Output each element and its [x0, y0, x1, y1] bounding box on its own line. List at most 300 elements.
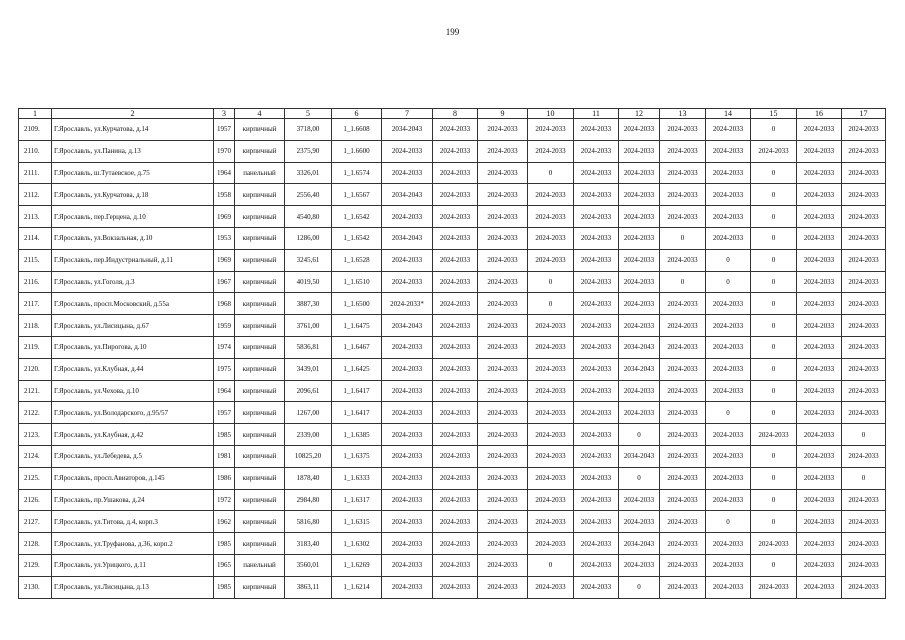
table-cell: 2024-2033 [433, 511, 478, 533]
table-cell: 2034-2043 [619, 336, 660, 358]
table-cell: 2024-2033 [433, 533, 478, 555]
table-cell: 1_1.6417 [332, 380, 382, 402]
table-cell: 2024-2033 [842, 402, 886, 424]
table-cell: 2024-2033 [797, 184, 842, 206]
table-cell: 2024-2033 [619, 206, 660, 228]
table-row [19, 293, 886, 315]
table-cell: 2024-2033 [433, 184, 478, 206]
table-cell: кирпичный [235, 293, 285, 315]
table-cell: 3439,01 [285, 358, 332, 380]
table-row [19, 119, 886, 141]
column-header-4: 4 [235, 109, 285, 119]
table-cell: 1986 [214, 467, 235, 489]
table-cell: кирпичный [235, 184, 285, 206]
row-number-cell: 2115. [19, 249, 52, 271]
table-cell: 2024-2033 [660, 576, 706, 598]
table-cell: 1970 [214, 140, 235, 162]
table-cell: 2556,40 [285, 184, 332, 206]
table-cell: 1968 [214, 293, 235, 315]
table-cell: 2024-2033 [528, 402, 574, 424]
table-cell: 2034-2043 [382, 119, 433, 141]
table-cell: 2024-2033 [619, 162, 660, 184]
table-row [19, 489, 886, 511]
table-cell: 0 [751, 119, 797, 141]
table-cell: 2024-2033 [478, 271, 528, 293]
table-cell: 2024-2033 [619, 227, 660, 249]
table-cell: кирпичный [235, 249, 285, 271]
table-cell: 2024-2033 [751, 576, 797, 598]
table-cell: 2024-2033 [382, 402, 433, 424]
table-cell: 2024-2033 [842, 358, 886, 380]
table-cell: 2024-2033 [797, 119, 842, 141]
table-cell: 1_1.6500 [332, 293, 382, 315]
table-cell: 1_1.6467 [332, 336, 382, 358]
table-cell: 2024-2033 [751, 140, 797, 162]
address-cell: Г.Ярославль, ул.Панина, д.13 [52, 140, 214, 162]
table-cell: 2024-2033 [433, 380, 478, 402]
column-header-2: 2 [52, 109, 214, 119]
table-cell: кирпичный [235, 489, 285, 511]
table-cell: 1969 [214, 206, 235, 228]
table-cell: 1969 [214, 249, 235, 271]
table-cell: 2024-2033 [842, 489, 886, 511]
table-cell: кирпичный [235, 358, 285, 380]
table-cell: 2024-2033 [660, 315, 706, 337]
table-cell: 2024-2033 [706, 206, 751, 228]
column-header-8: 8 [433, 109, 478, 119]
column-header-3: 3 [214, 109, 235, 119]
table-cell: 0 [751, 380, 797, 402]
table-cell: 2024-2033 [478, 336, 528, 358]
table-cell: 2024-2033 [433, 554, 478, 576]
row-number-cell: 2110. [19, 140, 52, 162]
table-cell: 2024-2033 [528, 358, 574, 380]
table-cell: 2024-2033 [382, 358, 433, 380]
table-cell: 2024-2033 [478, 293, 528, 315]
table-cell: 1958 [214, 184, 235, 206]
table-cell: 2024-2033 [619, 489, 660, 511]
row-number-cell: 2130. [19, 576, 52, 598]
column-header-10: 10 [528, 109, 574, 119]
table-cell: 3326,01 [285, 162, 332, 184]
table-cell: 2024-2033 [574, 467, 619, 489]
table-cell: 1_1.6214 [332, 576, 382, 598]
table-row [19, 424, 886, 446]
table-cell: 2034-2043 [382, 227, 433, 249]
table-cell: 2024-2033 [751, 533, 797, 555]
table-cell: 2024-2033 [478, 511, 528, 533]
table-cell: 0 [706, 271, 751, 293]
table-cell: 2024-2033 [574, 119, 619, 141]
table-cell: 1985 [214, 424, 235, 446]
table-cell: 2024-2033 [433, 489, 478, 511]
address-cell: Г.Ярославль, пр.Ушакова, д.24 [52, 489, 214, 511]
table-cell: 2024-2033 [574, 358, 619, 380]
row-number-cell: 2118. [19, 315, 52, 337]
table-row [19, 533, 886, 555]
table-cell: кирпичный [235, 402, 285, 424]
table-cell: 0 [619, 467, 660, 489]
table-cell: 2024-2033 [797, 511, 842, 533]
table-cell: 0 [660, 227, 706, 249]
table-cell: кирпичный [235, 336, 285, 358]
table-cell: 1_1.6269 [332, 554, 382, 576]
table-cell: 2024-2033 [660, 489, 706, 511]
table-cell: 2024-2033 [797, 533, 842, 555]
table-cell: 0 [528, 162, 574, 184]
table-cell: 2024-2033 [382, 271, 433, 293]
address-cell: Г.Ярославль, ул.Титова, д.4, корп.3 [52, 511, 214, 533]
table-cell: 1985 [214, 533, 235, 555]
table-cell: 1_1.6302 [332, 533, 382, 555]
table-cell: 4540,80 [285, 206, 332, 228]
table-cell: 0 [751, 489, 797, 511]
table-cell: 2024-2033 [528, 140, 574, 162]
table-row [19, 380, 886, 402]
table-cell: 1_1.6600 [332, 140, 382, 162]
table-cell: 3560,01 [285, 554, 332, 576]
table-row [19, 227, 886, 249]
table-cell: 2024-2033 [842, 554, 886, 576]
table-cell: 2024-2033 [797, 489, 842, 511]
table-cell: 2024-2033 [382, 162, 433, 184]
column-header-15: 15 [751, 109, 797, 119]
column-header-1: 1 [19, 109, 52, 119]
column-header-5: 5 [285, 109, 332, 119]
table-cell: 2024-2033 [619, 315, 660, 337]
table-cell: 2024-2033 [797, 576, 842, 598]
row-number-cell: 2111. [19, 162, 52, 184]
table-cell: 2024-2033 [528, 119, 574, 141]
table-row [19, 184, 886, 206]
table-cell: кирпичный [235, 206, 285, 228]
table-cell: 2024-2033 [660, 358, 706, 380]
table-cell: 2024-2033 [751, 424, 797, 446]
table-cell: кирпичный [235, 227, 285, 249]
table-cell: 2024-2033 [706, 140, 751, 162]
table-cell: 2024-2033 [574, 576, 619, 598]
table-cell: 2024-2033 [706, 184, 751, 206]
table-cell: 2024-2033 [574, 227, 619, 249]
table-cell: 2024-2033 [842, 533, 886, 555]
table-cell: 1957 [214, 119, 235, 141]
table-cell: кирпичный [235, 467, 285, 489]
page-number: 199 [445, 27, 460, 37]
table-cell: 2024-2033 [797, 467, 842, 489]
address-cell: Г.Ярославль, ул.Клубная, д.44 [52, 358, 214, 380]
table-cell: 1953 [214, 227, 235, 249]
table-cell: 0 [528, 554, 574, 576]
table-cell: 2024-2033 [433, 271, 478, 293]
table-cell: 2024-2033 [660, 206, 706, 228]
table-cell: 1967 [214, 271, 235, 293]
table-cell: 2024-2033 [660, 249, 706, 271]
table-cell: 2024-2033 [574, 271, 619, 293]
table-cell: 2034-2043 [619, 445, 660, 467]
table-cell: 1_1.6608 [332, 119, 382, 141]
row-number-cell: 2116. [19, 271, 52, 293]
table-cell: панельный [235, 554, 285, 576]
table-cell: 0 [751, 249, 797, 271]
table-cell: 2024-2033 [797, 336, 842, 358]
table-cell: 2024-2033 [528, 424, 574, 446]
table-cell: 2024-2033 [574, 402, 619, 424]
table-cell: 2024-2033 [619, 293, 660, 315]
table-cell: 2024-2033 [619, 402, 660, 424]
table-cell: 1972 [214, 489, 235, 511]
table-cell: 2024-2033 [528, 533, 574, 555]
table-cell: 3245,61 [285, 249, 332, 271]
column-header-11: 11 [574, 109, 619, 119]
table-cell: 1_1.6542 [332, 227, 382, 249]
row-number-cell: 2128. [19, 533, 52, 555]
table-cell: 2024-2033 [660, 140, 706, 162]
row-number-cell: 2127. [19, 511, 52, 533]
table-cell: 2024-2033 [660, 184, 706, 206]
table-cell: 3718,00 [285, 119, 332, 141]
table-row [19, 315, 886, 337]
table-cell: 2024-2033 [528, 576, 574, 598]
table-cell: 2024-2033 [528, 336, 574, 358]
column-header-6: 6 [332, 109, 382, 119]
table-cell: 0 [751, 336, 797, 358]
table-cell: 2375,90 [285, 140, 332, 162]
table-cell: 2024-2033 [433, 227, 478, 249]
address-cell: Г.Ярославль, ул.Пирогова, д.10 [52, 336, 214, 358]
table-cell: 2024-2033 [478, 424, 528, 446]
table-cell: 2024-2033 [706, 358, 751, 380]
table-cell: 2024-2033 [574, 140, 619, 162]
housing-registry-table [18, 108, 886, 599]
row-number-cell: 2123. [19, 424, 52, 446]
table-cell: 1_1.6315 [332, 511, 382, 533]
table-cell: 1286,00 [285, 227, 332, 249]
table-cell: 2984,80 [285, 489, 332, 511]
table-cell: кирпичный [235, 140, 285, 162]
table-cell: 2024-2033 [842, 315, 886, 337]
row-number-cell: 2125. [19, 467, 52, 489]
table-cell: кирпичный [235, 380, 285, 402]
row-number-cell: 2119. [19, 336, 52, 358]
table-cell: 3183,40 [285, 533, 332, 555]
table-cell: 2024-2033 [433, 315, 478, 337]
table-cell: 2024-2033 [574, 533, 619, 555]
table-cell: 2024-2033 [842, 227, 886, 249]
table-cell: 2024-2033 [478, 140, 528, 162]
table-cell: 3863,11 [285, 576, 332, 598]
table-cell: кирпичный [235, 119, 285, 141]
table-cell: 2024-2033 [660, 533, 706, 555]
address-cell: Г.Ярославль, ул.Труфанова, д.36, корп.2 [52, 533, 214, 555]
table-cell: 2024-2033 [528, 184, 574, 206]
address-cell: Г.Ярославль, ул.Чехова, д.10 [52, 380, 214, 402]
table-row [19, 140, 886, 162]
table-cell: 2034-2043 [619, 358, 660, 380]
table-cell: 2024-2033 [706, 315, 751, 337]
table-cell: 5816,80 [285, 511, 332, 533]
table-cell: 2024-2033 [528, 511, 574, 533]
table-cell: 2024-2033 [706, 424, 751, 446]
table-cell: 2024-2033 [574, 162, 619, 184]
table-cell: 2024-2033 [842, 119, 886, 141]
table-cell: 3761,00 [285, 315, 332, 337]
table-cell: 0 [842, 467, 886, 489]
address-cell: Г.Ярославль, ул.Курчатова, д.18 [52, 184, 214, 206]
address-cell: Г.Ярославль, ул.Вокзальная, д.10 [52, 227, 214, 249]
table-cell: 2024-2033 [528, 227, 574, 249]
table-cell: 2024-2033 [660, 511, 706, 533]
table-cell: 2024-2033 [382, 249, 433, 271]
table-cell: 0 [751, 358, 797, 380]
table-cell: 2024-2033 [478, 576, 528, 598]
table-cell: 2024-2033 [478, 445, 528, 467]
table-cell: 2024-2033 [706, 445, 751, 467]
address-cell: Г.Ярославль, ул.Урицкого, д.11 [52, 554, 214, 576]
table-cell: 2024-2033 [382, 424, 433, 446]
table-cell: 2024-2033 [478, 249, 528, 271]
table-cell: 2024-2033 [433, 467, 478, 489]
table-cell: 2024-2033 [574, 249, 619, 271]
table-cell: 1_1.6542 [332, 206, 382, 228]
table-row [19, 445, 886, 467]
table-cell: 2024-2033 [797, 140, 842, 162]
table-cell: 1878,40 [285, 467, 332, 489]
table-cell: 5836,81 [285, 336, 332, 358]
table-cell: 2024-2033 [797, 206, 842, 228]
table-cell: 0 [751, 402, 797, 424]
table-cell: 2024-2033 [478, 554, 528, 576]
table-cell: 1_1.6425 [332, 358, 382, 380]
table-cell: 4019,50 [285, 271, 332, 293]
address-cell: Г.Ярославль, ул.Лебедева, д.5 [52, 445, 214, 467]
table-row [19, 249, 886, 271]
table-cell: 2024-2033 [574, 206, 619, 228]
table-cell: 2024-2033 [842, 511, 886, 533]
table-cell: 2024-2033 [660, 336, 706, 358]
table-cell: 1965 [214, 554, 235, 576]
table-cell: 2024-2033 [478, 489, 528, 511]
table-cell: 2024-2033 [382, 336, 433, 358]
table-cell: 2024-2033 [619, 380, 660, 402]
table-cell: 2024-2033 [797, 271, 842, 293]
table-cell: 2024-2033 [382, 140, 433, 162]
table-cell: 2024-2033 [842, 336, 886, 358]
table-cell: 1_1.6567 [332, 184, 382, 206]
row-number-cell: 2126. [19, 489, 52, 511]
table-cell: 0 [706, 511, 751, 533]
table-cell: 2024-2033 [382, 489, 433, 511]
table-cell: 10825,20 [285, 445, 332, 467]
column-header-12: 12 [619, 109, 660, 119]
table-cell: 1_1.6375 [332, 445, 382, 467]
table-cell: 2096,61 [285, 380, 332, 402]
address-cell: Г.Ярославль, ул.Володарского, д.95/57 [52, 402, 214, 424]
table-cell: 0 [706, 249, 751, 271]
table-cell: панельный [235, 162, 285, 184]
address-cell: Г.Ярославль, ул.Курчатова, д.14 [52, 119, 214, 141]
address-cell: Г.Ярославль, пер.Индустриальный, д.11 [52, 249, 214, 271]
table-cell: кирпичный [235, 445, 285, 467]
table-cell: 2024-2033 [660, 402, 706, 424]
table-cell: 2024-2033 [797, 424, 842, 446]
table-cell: 2024-2033 [706, 119, 751, 141]
table-cell: 2034-2043 [382, 315, 433, 337]
table-cell: 0 [528, 271, 574, 293]
table-cell: 2024-2033 [478, 402, 528, 424]
address-cell: Г.Ярославль, ул.Гоголя, д.3 [52, 271, 214, 293]
table-cell: 2024-2033 [660, 380, 706, 402]
table-cell: 2024-2033 [382, 576, 433, 598]
row-number-cell: 2122. [19, 402, 52, 424]
table-cell: 2024-2033 [660, 424, 706, 446]
table-cell: 1_1.6333 [332, 467, 382, 489]
table-cell: 2024-2033 [433, 162, 478, 184]
table-cell: кирпичный [235, 315, 285, 337]
table-cell: 2024-2033 [433, 206, 478, 228]
column-header-14: 14 [706, 109, 751, 119]
table-cell: 1_1.6528 [332, 249, 382, 271]
table-cell: 2024-2033 [478, 206, 528, 228]
table-cell: 0 [706, 402, 751, 424]
table-cell: 0 [751, 271, 797, 293]
table-row [19, 206, 886, 228]
table-row [19, 358, 886, 380]
table-cell: 0 [619, 424, 660, 446]
table-cell: 2034-2043 [619, 533, 660, 555]
table-cell: 2024-2033 [433, 249, 478, 271]
table-cell: 2024-2033 [574, 424, 619, 446]
column-header-7: 7 [382, 109, 433, 119]
table-row [19, 554, 886, 576]
table-cell: 0 [528, 293, 574, 315]
table-body [19, 119, 886, 599]
column-header-17: 17 [842, 109, 886, 119]
table-cell: 2024-2033 [382, 554, 433, 576]
table-cell: 2024-2033 [433, 424, 478, 446]
table-cell: 2024-2033 [660, 445, 706, 467]
table-cell: 2024-2033 [706, 489, 751, 511]
row-number-cell: 2109. [19, 119, 52, 141]
table-cell: 0 [751, 162, 797, 184]
table-cell: 2024-2033 [706, 467, 751, 489]
table-cell: 2024-2033 [574, 511, 619, 533]
table-cell: 2024-2033 [842, 380, 886, 402]
table-cell: 2024-2033 [619, 271, 660, 293]
table-cell: 2024-2033 [842, 293, 886, 315]
table-row [19, 511, 886, 533]
address-cell: Г.Ярославль, просп.Московский, д.55а [52, 293, 214, 315]
table-cell: 2024-2033 [574, 445, 619, 467]
table-cell: 2024-2033 [660, 293, 706, 315]
table-cell: 2024-2033 [433, 336, 478, 358]
table-cell: 2024-2033 [660, 554, 706, 576]
table-cell: кирпичный [235, 511, 285, 533]
table-cell: 2024-2033 [528, 380, 574, 402]
table-cell: 2024-2033 [382, 445, 433, 467]
table-row [19, 402, 886, 424]
table-cell: 2024-2033 [433, 402, 478, 424]
table-cell: 2024-2033 [797, 358, 842, 380]
table-cell: 0 [751, 554, 797, 576]
table-cell: кирпичный [235, 576, 285, 598]
table-cell: 2024-2033 [706, 336, 751, 358]
table-cell: 0 [619, 576, 660, 598]
table-row [19, 162, 886, 184]
table-cell: 2024-2033 [797, 445, 842, 467]
table-cell: кирпичный [235, 271, 285, 293]
table-cell: 2024-2033 [842, 576, 886, 598]
table-cell: 2024-2033 [797, 227, 842, 249]
